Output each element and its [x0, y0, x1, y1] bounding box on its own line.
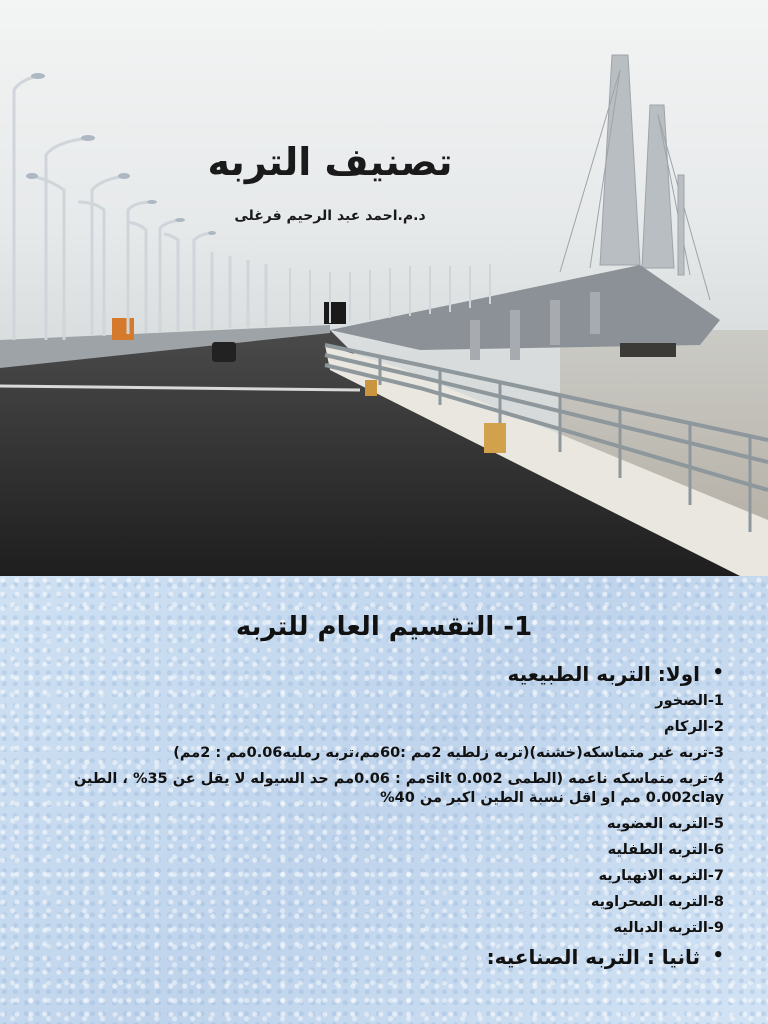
- list-item: 4-تربه متماسكه ناعمه (الطمى silt 0.002مم : 0.06مم حد السيوله لا يقل عن 35% ، الطين 0.002clay مم او اقل نسبة الطين اكبر من 40%: [73, 771, 724, 806]
- list-item: 9-التربه الدباليه: [613, 920, 724, 936]
- list-item: 2-الركام: [663, 719, 724, 735]
- slide-heading: 1- التقسيم العام للتربه: [235, 612, 533, 642]
- list-item: 7-التربه الانهياريه: [598, 868, 724, 884]
- list-item: 3-تربه غير متماسكه(خشنه)(تربه زلطيه 2مم :60مم،تربه رمليه0.06مم : 2مم): [173, 745, 724, 761]
- list-item: 8-التربه الصحراويه: [590, 894, 724, 910]
- author-name: د.م.احمد عبد الرحيم فرغلى: [234, 208, 426, 224]
- section-industrial-soil: • ثانيا : التربه الصناعيه:: [34, 945, 724, 969]
- section-natural-soil: • اولا: التربه الطبيعيه: [34, 662, 724, 686]
- list-item: 5-التربه العضويه: [607, 816, 724, 832]
- slide-title: تصنيف التربه: [207, 140, 453, 184]
- list-item: 6-التربه الطفليه: [607, 842, 724, 858]
- content-slide: [0, 576, 768, 1024]
- content-list: [34, 662, 724, 975]
- list-item: 1-الصخور: [655, 693, 724, 709]
